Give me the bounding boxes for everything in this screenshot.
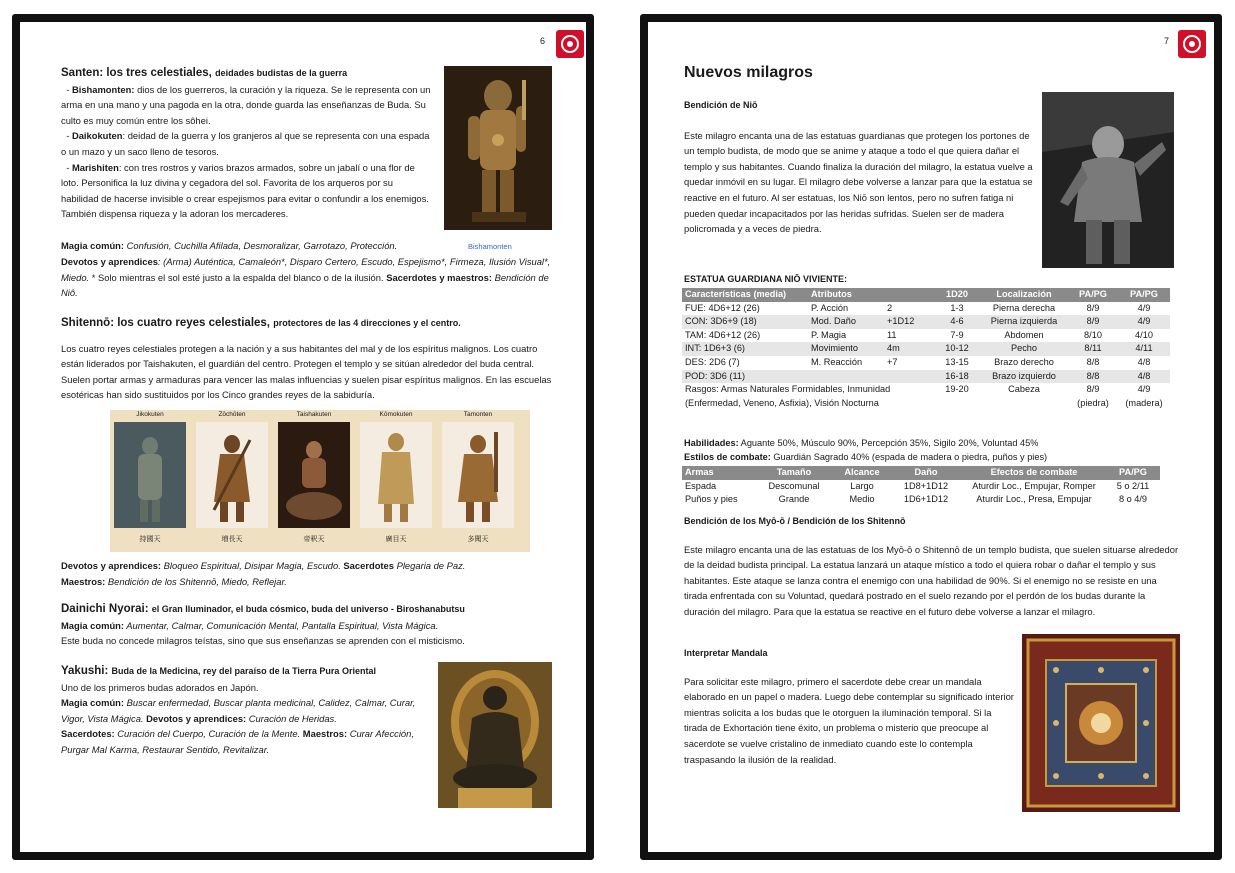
- shitenno-heading: Shitennō: los cuatro reyes celestiales, protectores de las 4 direcciones y el centro.: [61, 317, 461, 329]
- myoo-heading: Bendición de los Myō-ō / Bendición de los Shitennō: [684, 516, 906, 526]
- dainichi-section: Dainichi Nyorai: el Gran Iluminador, el buda cósmico, buda del universo - Biroshanabutsu Magia común: Aumentar, Calmar, Comunicación Mental, Pantalla Espiritual, Vista Mágica. Este buda no concede milagros teístas, sino que sus enseñanzas se aprenden con el misticismo.: [61, 602, 571, 649]
- estilos-line: Estilos de combate: Guardián Sagrado 40% (espada de madera o piedra, puños y pies): [684, 452, 1048, 462]
- myoo-body: Este milagro encanta una de las estatuas de los Myō-ō o Shitennō de un templo budista, que suelen situarse alrededor de la deidad budista principal. La estatua lanzará un ataque místico a todo el quiera robar o dañar el templo y sus habitantes. Este ataque se lanza contra el enemigo con una habilidad de 90%. Si el enemigo no se resiste en una tirada enfrentada con su Voluntad, quedará postrado en el suelo rezando por el perdón de los budas durante la duración del milagro. Para que la estatua se reactive en el futuro debe volverse a lanzar el milagro.: [684, 543, 1179, 617]
- nio-section: [684, 98, 1040, 237]
- shitenno-section: [61, 316, 561, 403]
- statue-name-label: Taishakuten: [296, 411, 332, 418]
- statue-kanji-label: 増長天: [221, 536, 243, 543]
- dainichi-heading: Dainichi Nyorai: el Gran Iluminador, el buda cósmico, buda del universo - Biroshanabutsu: [61, 603, 465, 615]
- table-row: Puños y pies Grande Medio 1D6+1D12 Aturdir Loc., Presa, Empujar 8 o 4/9: [685, 494, 1148, 505]
- statue-kanji-label: 廣目天: [385, 536, 407, 543]
- santen-magia-comun: Magia común: Confusión, Cuchilla Afilada, Desmoralizar, Garrotazo, Protección.: [61, 240, 398, 251]
- table-row: FUE: 4D6+12 (26) P. Acción 2 1-3 Pierna derecha 8/9 4/9: [685, 302, 1151, 313]
- table-title: ESTATUA GUARDIANA NIŌ VIVIENTE:: [684, 274, 848, 284]
- rose-logo-icon: [556, 30, 584, 58]
- table-row: CON: 3D6+9 (18) Mod. Daño +1D12 4-6 Pierna izquierda 8/9 4/9: [682, 315, 1170, 329]
- page-number: 6: [540, 36, 546, 46]
- skills-block: [684, 436, 1184, 464]
- bishamonten-paragraph: - Bishamonten: dios de los guerreros, la curación y la riqueza. Se le representa con un arma en una mano y una pagoda en la otra, donde guarda las enseñanzas de Buda. Su culto es muy común entre los sôhei.: [61, 83, 431, 126]
- statue-kanji-label: 帝釈天: [303, 536, 325, 543]
- habilidades-line: Habilidades: Aguante 50%, Músculo 90%, Percepción 35%, Sigilo 20%, Voluntad 45%: [684, 438, 1039, 448]
- table-row: Espada Descomunal Largo 1D8+1D12 Aturdir Loc., Empujar, Romper 5 o 2/11: [685, 480, 1150, 491]
- table-row: DES: 2D6 (7) M. Reacción +7 13-15 Brazo derecho 8/8 4/8: [685, 356, 1151, 367]
- rose-logo-icon: [1178, 30, 1206, 58]
- statue-name-label: Tamonten: [463, 411, 493, 418]
- bishamonten-image: [444, 66, 552, 230]
- statue-kanji-label: 多聞天: [467, 536, 489, 543]
- nio-guardian-image: [1042, 92, 1174, 268]
- stat-table-header: Características (media) Atributos 1D20 Localización PA/PG PA/PG: [682, 288, 1170, 302]
- nio-body: Este milagro encanta una de las estatuas guardianas que protegen los portones de un templo budista, de modo que se anime y ataque a todo el que quiera dañar el templo y sus habitantes. Cuando finaliza la duración del milagro, la estatua vuelve a quedar inmóvil en su lugar. El milagro debe volverse a lanzar para que la estatua se reactive en el futuro. Al ser estatuas, los Niō son lentos, pero no sufren fatiga ni pueden quedar incapacitados por las heridas sufridas. Suelen ser de madera policromada y a veces de piedra.: [684, 129, 1033, 235]
- mandala-image: [1022, 634, 1180, 812]
- table-row: (Enfermedad, Veneno, Asfixia), Visión Nocturna (piedra) (madera): [685, 397, 1163, 408]
- statue-kanji-label: 持國天: [139, 536, 161, 543]
- table-row: INT: 1D6+3 (6) Movimiento 4m 10-12 Pecho 8/11 4/11: [682, 342, 1170, 356]
- marishiten-paragraph: - Marishiten: con tres rostros y varios brazos armados, sobre un jabalí o una flor de loto. Personifica la luz divina y cegadora del sol. Favorita de los arqueros por su habilidad de hacerse invisible o crear espejismos para evitar o confundir a los enemigos. También dispensa riqueza y la adoran los mercaderes.: [61, 161, 429, 220]
- santen-devotos: Devotos y aprendices: (Arma) Auténtica, Camaleón*, Disparo Certero, Escudo, Espejismo*, Firmeza, Ilusión Visual*, Miedo. * Solo mientras el sol esté justo a la espalda del blanco o de la ilusión. Sacerdotes y maestros: Bendición de Niô.: [61, 256, 551, 299]
- santen-magic: [61, 238, 461, 254]
- yakushi-heading: Yakushi: Buda de la Medicina, rey del paraíso de la Tierra Pura Oriental: [61, 665, 376, 677]
- statue-name-label: Kōmokuten: [379, 411, 413, 418]
- santen-section: [61, 66, 433, 222]
- shitenno-magic: Devotos y aprendices: Bloqueo Espiritual, Disipar Magia, Escudo. Sacerdotes Plegaria de Paz. Maestros: Bendición de los Shitennō, Miedo, Reflejar.: [61, 560, 466, 587]
- yakushi-section: Yakushi: Buda de la Medicina, rey del paraíso de la Tierra Pura Oriental Uno de los primeros budas adorados en Japón. Magia común: Buscar enfermedad, Buscar planta medicinal, Calidez, Calmar, Curar, Vigor, Vista Mágica. Devotos y aprendices: Curación de Heridas. Sacerdotes: Curación del Cuerpo, Curación de la Mente. Maestros: Curar Afección, Purgar Mal Karma, Restaurar Sentido, Revitalizar.: [61, 664, 431, 758]
- table-row: TAM: 4D6+12 (26) P. Magia 11 7-9 Abdomen 8/10 4/10: [685, 329, 1153, 340]
- page-title: Nuevos milagros: [684, 64, 813, 81]
- table-row: POD: 3D6 (11) 16-18 Brazo izquierdo 8/8 4/8: [682, 370, 1170, 384]
- mandala-section: [684, 646, 1014, 767]
- bishamonten-caption: Bishamonten: [468, 242, 512, 251]
- weapons-table: [682, 466, 1160, 507]
- table-row: Rasgos: Armas Naturales Formidables, Inmunidad 19-20 Cabeza 8/9 4/9: [685, 384, 1151, 395]
- shitenno-body: Los cuatro reyes celestiales protegen a la nación y a sus habitantes del mal y de los espíritus malignos. Los cuatro están liderados por Taishakuten, el guardián del centro. Protegen el templo y se sitúan alrededor del buda central. Suelen portar armas y armaduras para vencer las malas influencias y suelen pisar espíritus malignos. En las escuelas esotéricas han sido sustituidos por los Cinco grandes reyes de la sabiduría.: [61, 342, 552, 401]
- page-number: 7: [1164, 36, 1170, 46]
- weapons-table-header: Armas Tamaño Alcance Daño Efectos de combate PA/PG: [682, 466, 1160, 480]
- myoo-section: [684, 514, 1180, 620]
- yakushi-image: [438, 662, 552, 808]
- shitenno-statues-image: [110, 410, 530, 552]
- statue-labels: [110, 410, 530, 552]
- left-page: [20, 22, 586, 852]
- mandala-body: Para solicitar este milagro, primero el sacerdote debe crear un mandala elaborado en un papel o madera. Luego debe contemplar su significado interior mientras solicita a los budas que le otorguen la iluminación temporal. Si la tirada de Exhortación tiene éxito, un problema o misterio que preocupe al sacerdote se vuelve cristalino de inmediato cuando este lo contempla traspasando la ilusión de la realidad.: [684, 675, 1014, 765]
- stat-table: [682, 288, 1170, 410]
- statue-name-label: Jikokuten: [136, 411, 164, 418]
- statue-name-label: Zōchōten: [218, 411, 246, 418]
- nio-heading: Bendición de Niō: [684, 100, 758, 110]
- mandala-heading: Interpretar Mandala: [684, 648, 768, 658]
- daikokuten-paragraph: - Daikokuten: deidad de la guerra y los granjeros al que se representa con una espada o un mazo y un saco lleno de tesoros.: [61, 130, 430, 157]
- right-page: [648, 22, 1214, 852]
- santen-heading: Santen: los tres celestiales, deidades budistas de la guerra: [61, 67, 348, 79]
